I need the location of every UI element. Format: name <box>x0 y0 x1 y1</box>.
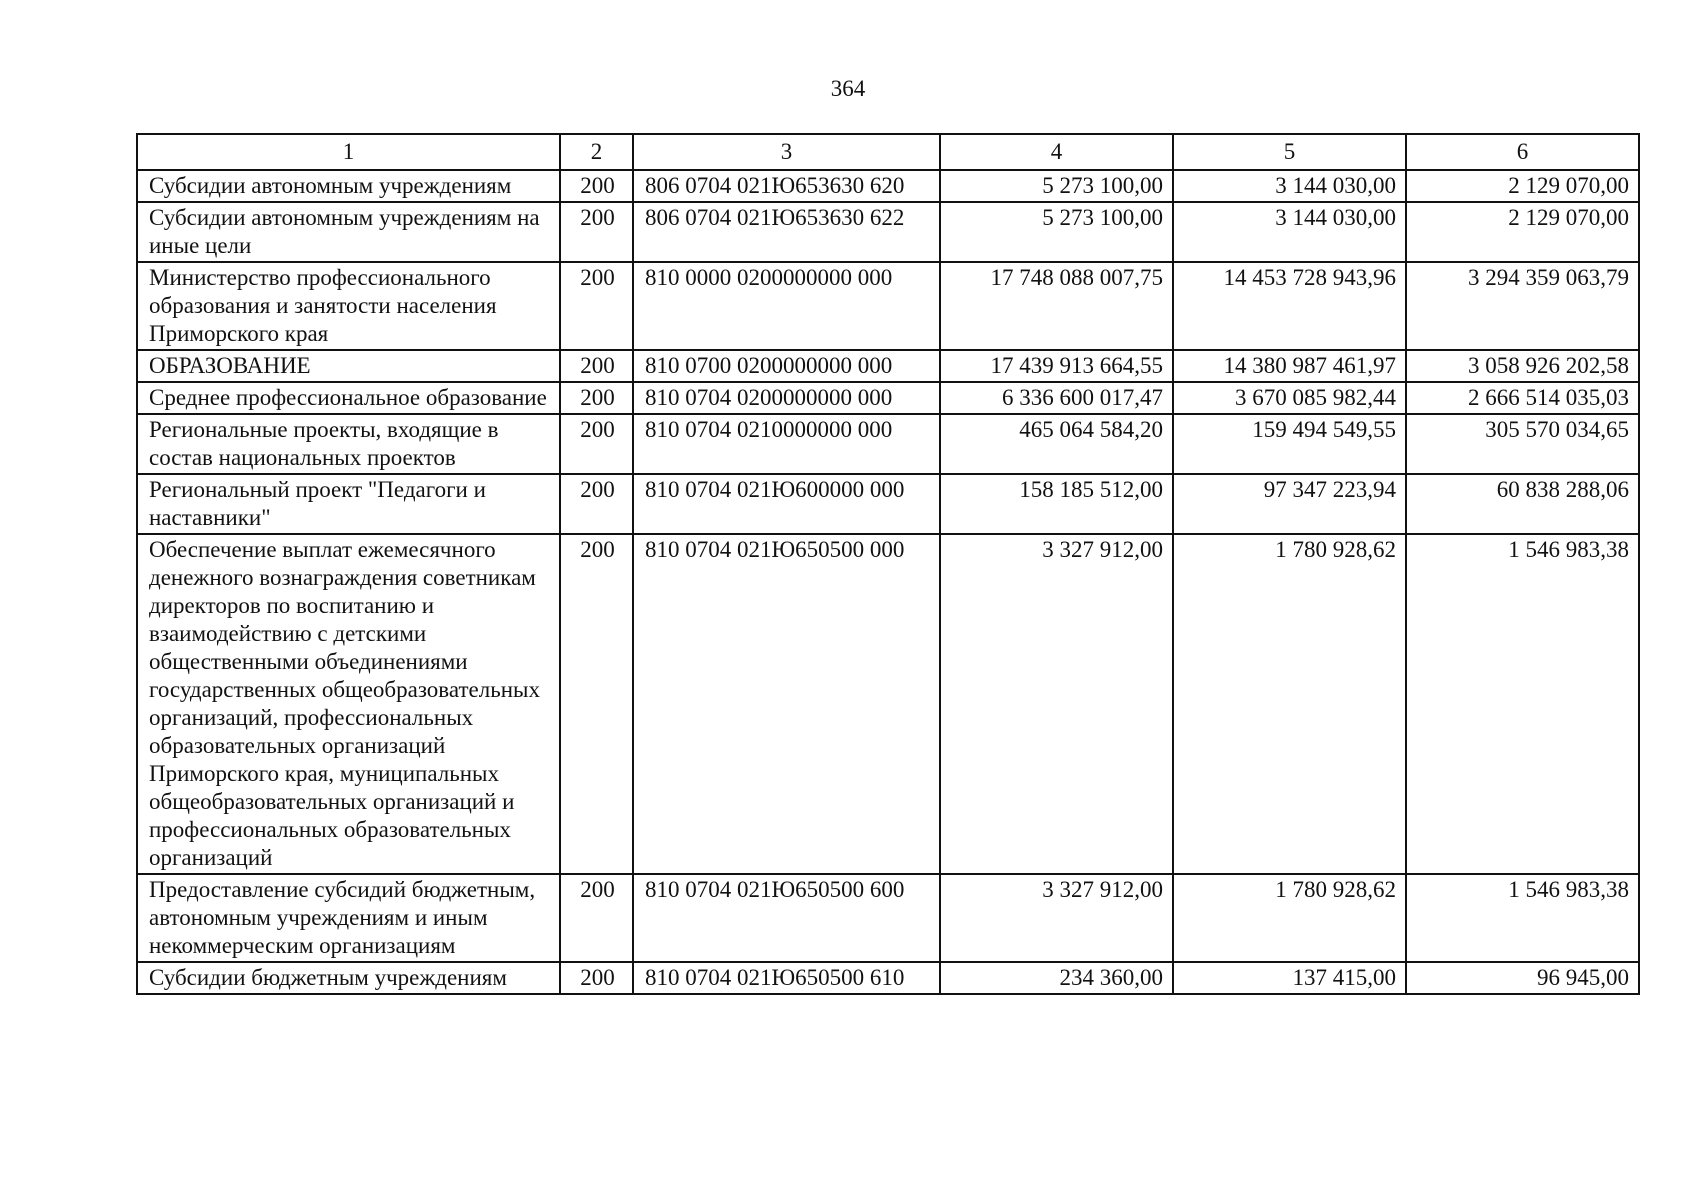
column-header: 1 <box>137 134 560 170</box>
row-value-col6: 2 129 070,00 <box>1406 202 1639 262</box>
row-name: ОБРАЗОВАНИЕ <box>137 350 560 382</box>
row-admin-code: 200 <box>560 414 633 474</box>
table-row <box>137 202 1639 262</box>
row-value-col4: 17 748 088 007,75 <box>940 262 1173 350</box>
row-value-col6: 3 294 359 063,79 <box>1406 262 1639 350</box>
row-admin-code: 200 <box>560 202 633 262</box>
table-row <box>137 262 1639 350</box>
table-row <box>137 414 1639 474</box>
row-name: Региональные проекты, входящие в состав национальных проектов <box>137 414 560 474</box>
table-row <box>137 874 1639 962</box>
table-row <box>137 962 1639 994</box>
row-value-col5: 97 347 223,94 <box>1173 474 1406 534</box>
row-value-col4: 158 185 512,00 <box>940 474 1173 534</box>
column-header: 5 <box>1173 134 1406 170</box>
row-value-col6: 96 945,00 <box>1406 962 1639 994</box>
column-header: 6 <box>1406 134 1639 170</box>
table-row <box>137 474 1639 534</box>
row-value-col5: 3 144 030,00 <box>1173 202 1406 262</box>
page-number: 364 <box>830 76 866 101</box>
row-budget-code: 810 0704 021Ю600000 000 <box>633 474 940 534</box>
row-admin-code: 200 <box>560 874 633 962</box>
table-header-row <box>137 134 1639 170</box>
row-value-col6: 60 838 288,06 <box>1406 474 1639 534</box>
row-value-col4: 234 360,00 <box>940 962 1173 994</box>
row-value-col5: 14 453 728 943,96 <box>1173 262 1406 350</box>
row-name: Региональный проект "Педагоги и наставники" <box>137 474 560 534</box>
budget-table <box>136 133 1640 995</box>
row-name: Субсидии автономным учреждениям на иные цели <box>137 202 560 262</box>
row-name: Министерство профессионального образования и занятости населения Приморского края <box>137 262 560 350</box>
row-value-col5: 137 415,00 <box>1173 962 1406 994</box>
column-header: 2 <box>560 134 633 170</box>
row-name: Предоставление субсидий бюджетным, автономным учреждениям и иным некоммерческим организациям <box>137 874 560 962</box>
row-budget-code: 810 0704 0210000000 000 <box>633 414 940 474</box>
row-budget-code: 806 0704 021Ю653630 620 <box>633 170 940 202</box>
row-value-col5: 1 780 928,62 <box>1173 874 1406 962</box>
row-value-col5: 14 380 987 461,97 <box>1173 350 1406 382</box>
row-value-col4: 5 273 100,00 <box>940 170 1173 202</box>
table-row <box>137 170 1639 202</box>
row-value-col4: 6 336 600 017,47 <box>940 382 1173 414</box>
row-value-col4: 3 327 912,00 <box>940 534 1173 874</box>
row-admin-code: 200 <box>560 382 633 414</box>
row-value-col4: 17 439 913 664,55 <box>940 350 1173 382</box>
row-value-col6: 305 570 034,65 <box>1406 414 1639 474</box>
row-value-col5: 1 780 928,62 <box>1173 534 1406 874</box>
row-budget-code: 806 0704 021Ю653630 622 <box>633 202 940 262</box>
row-budget-code: 810 0704 021Ю650500 000 <box>633 534 940 874</box>
row-budget-code: 810 0700 0200000000 000 <box>633 350 940 382</box>
row-admin-code: 200 <box>560 962 633 994</box>
row-value-col6: 2 129 070,00 <box>1406 170 1639 202</box>
row-name: Субсидии автономным учреждениям <box>137 170 560 202</box>
row-value-col4: 3 327 912,00 <box>940 874 1173 962</box>
row-name: Обеспечение выплат ежемесячного денежного вознаграждения советникам директоров по воспитанию и взаимодействию с детскими общественными объединениями государственных общеобразовательных организаций, профессиональных образовательных организаций Приморского края, муниципальных общеобразовательных организаций и профессиональных образовательных организаций <box>137 534 560 874</box>
row-budget-code: 810 0000 0200000000 000 <box>633 262 940 350</box>
column-header: 3 <box>633 134 940 170</box>
table-row <box>137 350 1639 382</box>
row-admin-code: 200 <box>560 262 633 350</box>
table-row <box>137 382 1639 414</box>
row-budget-code: 810 0704 021Ю650500 610 <box>633 962 940 994</box>
row-value-col6: 3 058 926 202,58 <box>1406 350 1639 382</box>
row-budget-code: 810 0704 021Ю650500 600 <box>633 874 940 962</box>
row-admin-code: 200 <box>560 170 633 202</box>
column-header: 4 <box>940 134 1173 170</box>
row-name: Среднее профессиональное образование <box>137 382 560 414</box>
row-admin-code: 200 <box>560 534 633 874</box>
row-value-col6: 1 546 983,38 <box>1406 534 1639 874</box>
row-admin-code: 200 <box>560 350 633 382</box>
row-budget-code: 810 0704 0200000000 000 <box>633 382 940 414</box>
row-admin-code: 200 <box>560 474 633 534</box>
row-value-col4: 5 273 100,00 <box>940 202 1173 262</box>
table-row <box>137 534 1639 874</box>
row-value-col5: 3 144 030,00 <box>1173 170 1406 202</box>
row-value-col5: 159 494 549,55 <box>1173 414 1406 474</box>
row-value-col6: 1 546 983,38 <box>1406 874 1639 962</box>
row-value-col5: 3 670 085 982,44 <box>1173 382 1406 414</box>
row-name: Субсидии бюджетным учреждениям <box>137 962 560 994</box>
row-value-col4: 465 064 584,20 <box>940 414 1173 474</box>
row-value-col6: 2 666 514 035,03 <box>1406 382 1639 414</box>
